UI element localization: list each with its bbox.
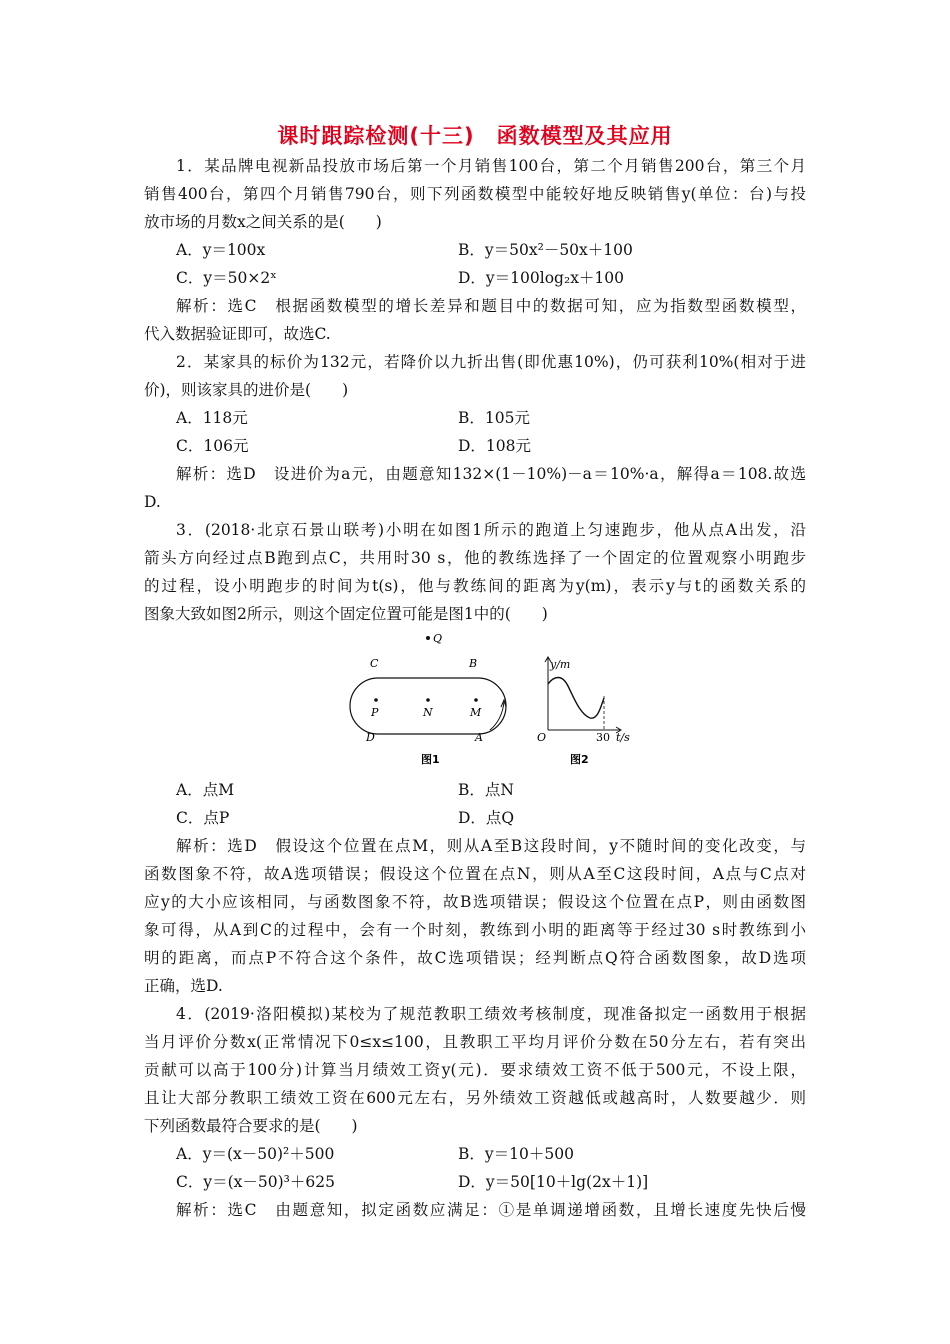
q4-line-1: 4．(2019·洛阳模拟)某校为了规范教职工绩效考核制度，现准备拟定一函数用于根据 [176, 1005, 806, 1023]
q3-option-c: C．点P [176, 809, 230, 827]
x-axis-label: t/s [616, 731, 630, 744]
q1-line-1: 1．某品牌电视新品投放市场后第一个月销售100台，第二个月销售200台，第三个月 [176, 157, 806, 175]
q2-option-c: C．106元 [176, 437, 249, 455]
q4-line-3: 贡献可以高于100分)计算当月绩效工资y(元)．要求绩效工资不低于500元，不设上限， [144, 1061, 806, 1079]
y-axis-label: y/m [550, 658, 571, 671]
label-d: D [366, 731, 375, 744]
label-p: P [371, 706, 379, 719]
q4-option-c: C．y＝(x－50)³＋625 [176, 1173, 335, 1191]
q4-option-d: D．y＝50[10＋lg(2x＋1)] [458, 1173, 649, 1191]
point-q-dot [426, 636, 430, 640]
q3-line-3: 的过程，设小明跑步的时间为t(s)，他与教练间的距离为y(m)，表示y与t的函数关系的 [144, 577, 806, 595]
label-q: Q [433, 632, 443, 645]
label-a: A [475, 731, 483, 744]
q2-analysis-1: 解析：选D 设进价为a元，由题意知132×(1－10%)－a＝10%·a，解得a＝108.故选 [176, 465, 806, 483]
q1-line-3: 放市场的月数x之间关系的是( ) [144, 213, 382, 231]
q4-option-a: A．y＝(x－50)²＋500 [176, 1145, 335, 1163]
label-m: M [470, 706, 482, 719]
tick-30-label: 30 [596, 731, 610, 744]
q4-line-4: 且让大部分教职工绩效工资在600元左右，另外绩效工资越低或越高时，人数要越少．则 [144, 1089, 806, 1107]
q1-option-b: B．y＝50x²－50x＋100 [458, 241, 633, 259]
q2-option-a: A．118元 [176, 409, 248, 427]
q3-analysis-3: 应y的大小应该相同，与函数图象不符，故B选项错误；假设这个位置在点P，则由函数图 [144, 893, 806, 911]
q3-figures [330, 630, 660, 770]
q1-option-a: A．y＝100x [176, 241, 266, 259]
q3-line-2: 箭头方向经过点B跑到点C，共用时30 s，他的教练选择了一个固定的位置观察小明跑步 [144, 549, 806, 567]
origin-label: O [537, 731, 547, 744]
q3-analysis-4: 象可得，从A到C的过程中，会有一个时刻，教练到小明的距离等于经过30 s时教练到小 [144, 921, 806, 939]
q1-analysis-2: 代入数据验证即可，故选C. [144, 325, 331, 343]
q3-analysis-6: 正确，选D. [144, 977, 223, 995]
q3-analysis-5: 明的距离，而点P不符合这个条件，故C选项错误；经判断点Q符合函数图象，故D选项 [144, 949, 806, 967]
q2-option-b: B．105元 [458, 409, 530, 427]
label-n: N [423, 706, 433, 719]
q3-option-b: B．点N [458, 781, 514, 799]
track-figure [350, 632, 506, 766]
label-c: C [370, 657, 379, 670]
label-b: B [469, 657, 478, 670]
distance-curve [548, 678, 604, 719]
q4-line-5: 下列函数最符合要求的是( ) [144, 1117, 358, 1135]
page-title: 课时跟踪检测(十三) 函数模型及其应用 [277, 124, 673, 148]
q1-line-2: 销售400台，第四个月销售790台，则下列函数模型中能较好地反映销售y(单位：台)与投 [144, 185, 806, 203]
q4-line-2: 当月评价分数x(正常情况下0≤x≤100，且教职工平均月评价分数在50分左右，若有突出 [144, 1033, 806, 1051]
q2-option-d: D．108元 [458, 437, 532, 455]
q3-analysis-2: 函数图象不符，故A选项错误；假设这个位置在点N，则从A至C这段时间，A点与C点对 [144, 865, 806, 883]
q3-option-d: D．点Q [458, 809, 515, 827]
point-m-dot [474, 698, 478, 702]
q2-line-1: 2．某家具的标价为132元，若降价以九折出售(即优惠10%)，仍可获利10%(相对于进 [176, 353, 806, 371]
q4-option-b: B．y＝10＋500 [458, 1145, 574, 1163]
q3-option-a: A．点M [176, 781, 235, 799]
q3-line-1: 3．(2018·北京石景山联考)小明在如图1所示的跑道上匀速跑步，他从点A出发，沿 [176, 521, 806, 539]
graph-figure [537, 657, 630, 766]
q1-analysis-1: 解析：选C 根据函数模型的增长差异和题目中的数据可知，应为指数型函数模型， [176, 297, 806, 315]
q2-line-2: 价)，则该家具的进价是( ) [144, 381, 349, 399]
q3-analysis-1: 解析：选D 假设这个位置在点M，则从A至B这段时间，y不随时间的变化改变，与 [176, 837, 806, 855]
q1-option-c: C．y＝50×2ˣ [176, 269, 277, 287]
point-p-dot [374, 698, 378, 702]
figure-1-caption: 图1 [421, 753, 440, 766]
q4-analysis-1: 解析：选C 由题意知，拟定函数应满足：①是单调递增函数，且增长速度先快后慢 [176, 1201, 806, 1219]
point-n-dot [426, 698, 430, 702]
q3-line-4: 图象大致如图2所示，则这个固定位置可能是图1中的( ) [144, 605, 548, 623]
q1-option-d: D．y＝100log₂x＋100 [458, 269, 625, 287]
q2-analysis-2: D. [144, 493, 161, 511]
figure-2-caption: 图2 [570, 753, 589, 766]
